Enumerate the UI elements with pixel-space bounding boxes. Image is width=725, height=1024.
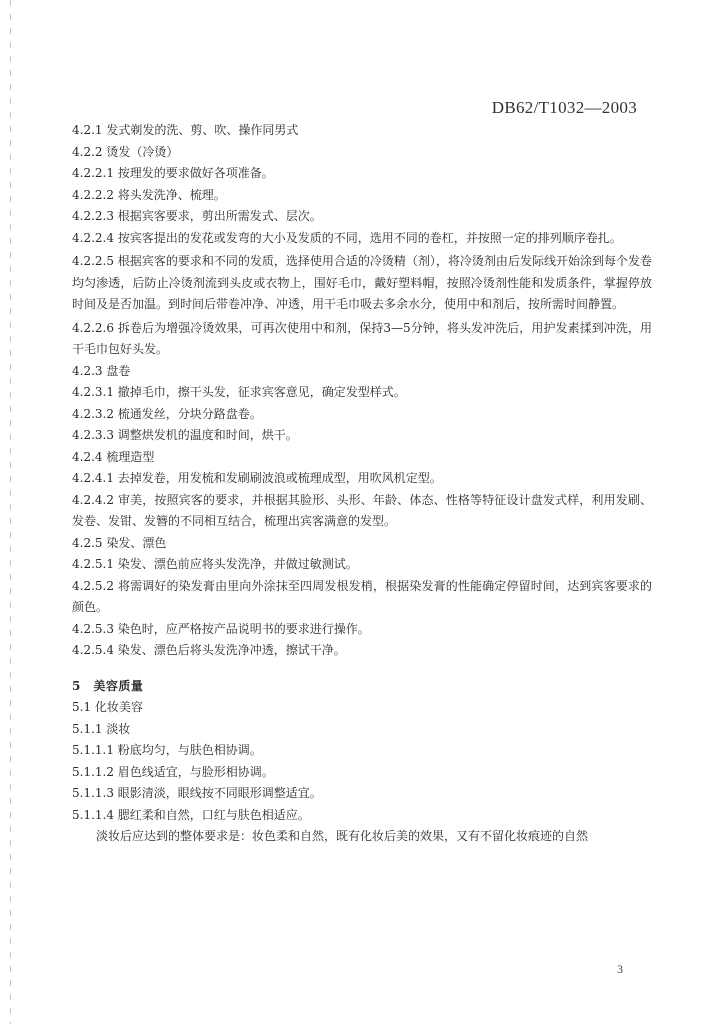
text-line: 4.2.3.1 撤掉毛巾，擦干头发，征求宾客意见，确定发型样式。	[72, 385, 406, 399]
text-line: 4.2.1 发式剃发的洗、剪、吹、操作同男式	[72, 123, 299, 137]
text-line: 4.2.5.1 染发、漂色前应将头发洗净，并做过敏测试。	[72, 557, 358, 571]
document-body	[72, 120, 652, 848]
paragraph: 4.2.4.2 审美，按照宾客的要求，并根据其脸形、头形、年龄、体态、性格等特征设计盘发式样，利用发刷、发卷、发钳、发簪的不同相互结合，梳理出宾客满意的发型。	[72, 492, 652, 528]
paragraph: 4.2.2.5 根据宾客的要求和不同的发质，选择使用合适的冷烫精（剂），将冷烫剂由后发际线开始涂到每个发卷均匀渗透，后防止冷烫剂流到头皮或衣物上，围好毛巾，戴好塑料帽，按照冷烫剂性能和发质条件，掌握停放时间及是否加温。到时间后带卷冲净、冲透，用干毛巾吸去多余水分，使用中和剂后，按所需时间静置。	[72, 254, 652, 311]
text-line: 5.1.1.1 粉底均匀，与肤色相协调。	[72, 743, 262, 757]
text-line: 4.2.2.1 按理发的要求做好各项准备。	[72, 166, 274, 180]
paragraph: 4.2.2.6 拆卷后为增强冷烫效果，可再次使用中和剂，保持3—5分钟，将头发冲洗后，用护发素揉到冲洗，用干毛巾包好头发。	[72, 320, 652, 356]
text-line: 4.2.4.1 去掉发卷，用发梳和发刷刷波浪或梳理成型，用吹风机定型。	[72, 471, 442, 485]
paragraph: 4.2.5.2 将需调好的染发膏由里向外涂抹至四周发根发梢，根据染发膏的性能确定停留时间，达到宾客要求的颜色。	[72, 578, 652, 614]
paragraph: 4.2.2.4 按宾客提出的发花或发弯的大小及发质的不同，选用不同的卷杠，并按照一定的排列顺序卷扎。	[72, 230, 622, 245]
text-line: 4.2.3.3 调整烘发机的温度和时间，烘干。	[72, 428, 298, 442]
text-line: 淡妆后应达到的整体要求是：妆色柔和自然，既有化妆后美的效果，又有不留化妆痕迹的自然	[96, 829, 589, 843]
text-line: 5.1.1.3 眼影清淡，眼线按不同眼形调整适宜。	[72, 786, 322, 800]
section-heading: 4.2.3 盘卷	[72, 363, 131, 378]
chapter-heading: 5 美容质量	[72, 678, 144, 693]
text-line: 5.1.1.4 腮红柔和自然，口红与肤色相适应。	[72, 807, 310, 822]
text-line: 4.2.2.2 将头发洗净、梳理。	[72, 187, 226, 202]
text-line: 4.2.3.2 梳通发丝，分块分路盘卷。	[72, 406, 262, 421]
document-code: DB62/T1032—2003	[491, 98, 637, 117]
section-heading: 5.1.1 淡妆	[72, 721, 131, 736]
section-heading: 4.2.4 梳理造型	[72, 449, 155, 464]
page-number: 3	[617, 962, 623, 976]
text-line: 4.2.5.4 染发、漂色后将头发洗净冲透，擦试干净。	[72, 643, 346, 657]
section-heading: 4.2.5 染发、漂色	[72, 535, 167, 550]
text-line: 5.1.1.2 眉色线适宜，与脸形相协调。	[72, 764, 274, 779]
text-line: 4.2.5.3 染色时，应严格按产品说明书的要求进行操作。	[72, 621, 370, 636]
section-heading: 4.2.2 烫发（冷烫）	[72, 144, 179, 159]
section-heading: 5.1 化妆美容	[72, 700, 143, 714]
scan-edge-marks	[10, 0, 11, 1024]
text-line: 4.2.2.3 根据宾客要求，剪出所需发式、层次。	[72, 209, 322, 223]
